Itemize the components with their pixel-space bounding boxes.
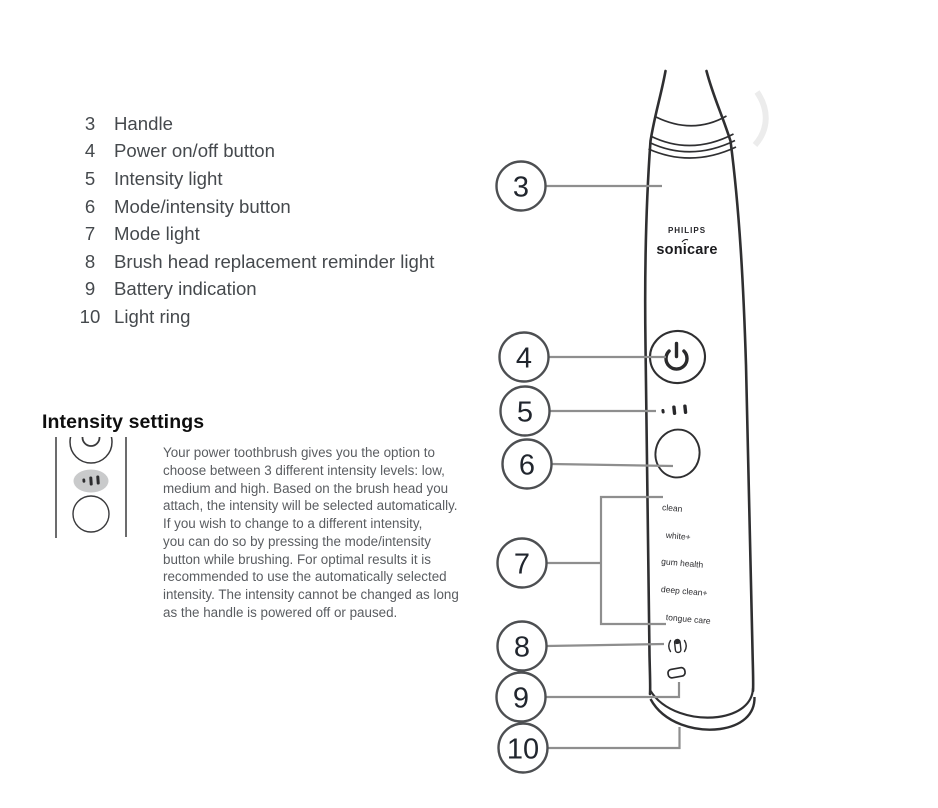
body-line: as the handle is powered off or paused. bbox=[163, 604, 398, 620]
section-title: Intensity settings bbox=[42, 411, 205, 433]
part-number: 3 bbox=[84, 112, 96, 134]
part-label: Handle bbox=[114, 112, 173, 134]
body-line: Your power toothbrush gives you the option to bbox=[163, 445, 435, 460]
body-line: you can do so by pressing the mode/intensity bbox=[163, 533, 431, 549]
part-number: 7 bbox=[84, 223, 96, 245]
part-number: 10 bbox=[79, 305, 101, 327]
inset-power-icon bbox=[83, 429, 100, 446]
callout-7 bbox=[498, 539, 547, 588]
mode-label-clean: clean bbox=[661, 502, 683, 514]
svg-text:9: 9 bbox=[512, 682, 530, 715]
mode-label-white: white+ bbox=[665, 529, 692, 543]
callout-8 bbox=[498, 622, 547, 671]
part-label: Brush head replacement reminder light bbox=[114, 250, 435, 272]
intensity-inset-image bbox=[56, 421, 126, 538]
callout-4 bbox=[500, 333, 549, 382]
part-label: Mode light bbox=[114, 223, 200, 245]
mode-label-deep-clean: deep clean+ bbox=[660, 584, 708, 599]
brush-head-reminder-icon bbox=[669, 639, 687, 653]
brand-philips: PHILIPS bbox=[667, 226, 707, 235]
inset-power-button bbox=[70, 421, 112, 463]
callout-5 bbox=[501, 387, 550, 436]
part-label: Mode/intensity button bbox=[114, 195, 291, 217]
svg-text:4: 4 bbox=[515, 342, 533, 375]
svg-text:10: 10 bbox=[506, 733, 540, 766]
body-line: If you wish to change to a different intensity, bbox=[163, 516, 423, 531]
part-number: 9 bbox=[84, 278, 96, 300]
svg-text:7: 7 bbox=[513, 548, 531, 581]
svg-text:3: 3 bbox=[512, 171, 530, 204]
battery-icon bbox=[667, 667, 685, 678]
leader-line-9 bbox=[546, 682, 680, 697]
mode-intensity-button bbox=[652, 426, 704, 481]
light-ring bbox=[650, 688, 755, 730]
body-line: attach, the intensity will be selected automatically. bbox=[163, 498, 458, 514]
mode-label-gum-health: gum health bbox=[660, 556, 704, 570]
power-icon bbox=[666, 344, 687, 370]
svg-text:5: 5 bbox=[516, 396, 534, 429]
mode-bracket bbox=[601, 497, 666, 624]
part-number: 8 bbox=[84, 250, 96, 272]
part-label: Battery indication bbox=[114, 278, 257, 300]
part-label: Light ring bbox=[114, 305, 191, 327]
intensity-light-icon bbox=[661, 404, 687, 415]
mode-label-tongue-care: tongue care bbox=[665, 612, 712, 626]
callout-3 bbox=[497, 162, 546, 211]
toothbrush-outline bbox=[645, 71, 753, 694]
body-line: choose between 3 different intensity levels: low, bbox=[163, 462, 445, 478]
body-line: intensity. The intensity cannot be changed as long bbox=[163, 587, 459, 602]
inset-mode-button bbox=[73, 496, 109, 532]
body-line: medium and high. Based on the brush head you bbox=[163, 480, 449, 496]
callout-6 bbox=[503, 440, 552, 489]
brand-sonicare: sonicare bbox=[656, 242, 718, 258]
leader-line-6 bbox=[552, 464, 674, 466]
callout-10 bbox=[499, 724, 548, 773]
leader-line-10 bbox=[548, 727, 680, 748]
part-number: 6 bbox=[84, 195, 96, 217]
part-label: Power on/off button bbox=[114, 140, 275, 162]
body-line: button while brushing. For optimal results it is bbox=[163, 551, 431, 567]
part-label: Intensity light bbox=[114, 167, 223, 189]
body-line: recommended to use the automatically selected bbox=[163, 569, 447, 585]
svg-text:8: 8 bbox=[513, 631, 531, 664]
part-number: 5 bbox=[84, 167, 96, 189]
scan-artifact bbox=[755, 92, 766, 145]
leader-line-8 bbox=[547, 644, 665, 646]
part-number: 4 bbox=[84, 140, 96, 162]
svg-text:6: 6 bbox=[518, 449, 536, 482]
callout-9 bbox=[497, 673, 546, 722]
